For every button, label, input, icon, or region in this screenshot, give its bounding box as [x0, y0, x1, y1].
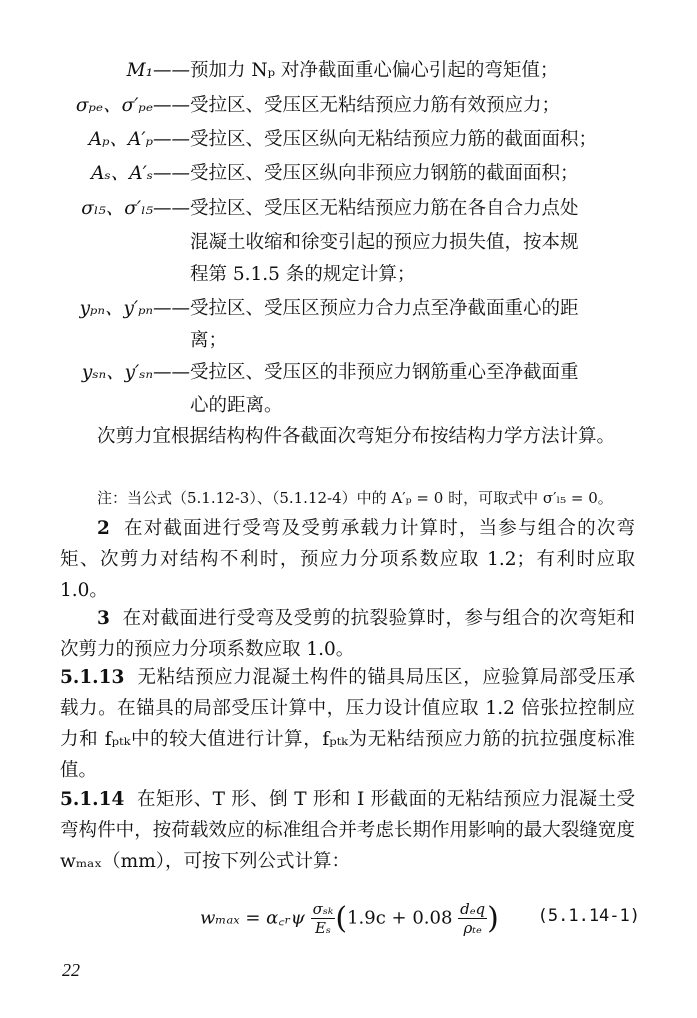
def-symbol: Aₚ、A′ₚ—— — [88, 129, 190, 150]
def-desc: 程第 5.1.5 条的规定计算； — [190, 264, 416, 285]
def-line — [60, 296, 579, 322]
def-desc: 离； — [190, 330, 228, 351]
def-symbol: yₚₙ、y′ₚₙ—— — [79, 298, 190, 319]
clause-5-1-13 — [60, 662, 635, 786]
item-number: 2 — [97, 518, 110, 539]
def-symbol: M₁—— — [126, 60, 190, 81]
item-2 — [60, 513, 635, 606]
def-line — [60, 230, 579, 256]
fraction-numerator: σₛₖ — [312, 900, 334, 918]
def-line — [60, 328, 227, 354]
clause-number: 5.1.14 — [60, 789, 125, 810]
clause-text: 无粘结预应力混凝土构件的锚具局压区，应验算局部受压承载力。在锚具的局部受压计算中，压力设计值应取 1.2 倍张拉控制应力和 fₚₜₖ中的较大值进行计算，fₚₜₖ为无粘结预应力筋的抗拉强度标准值。 — [60, 667, 635, 781]
def-desc: 受拉区、受压区纵向无粘结预应力筋的截面面积； — [190, 129, 598, 150]
def-desc: 受拉区、受压区预应力合力点至净截面重心的距 — [190, 298, 579, 319]
clause-5-1-14 — [60, 784, 635, 877]
item-number: 3 — [97, 608, 110, 629]
item-text: 在对截面进行受弯及受剪承载力计算时，当参与组合的次弯矩、次剪力对结构不利时，预应力分项系数应取 1.2；有利时应取 1.0。 — [60, 518, 635, 601]
def-symbol: σₚₑ、σ′ₚₑ—— — [75, 95, 190, 116]
def-desc: 受拉区、受压区纵向非预应力钢筋的截面面积； — [190, 163, 579, 184]
item-text: 在对截面进行受弯及受剪的抗裂验算时，参与组合的次弯矩和次剪力的预应力分项系数应取 1.0。 — [60, 608, 635, 660]
formula-inner: 1.9c + 0.08 — [347, 907, 453, 929]
clause-text: 在矩形、T 形、倒 T 形和 I 形截面的无粘结预应力混凝土受弯构件中，按荷载效应的标准组合并考虑长期作用影响的最大裂缝宽度 wₘₐₓ（mm），可按下列公式计算： — [60, 789, 635, 872]
fraction-numerator: dₑq — [460, 900, 486, 918]
formula-fraction-diameter — [458, 900, 487, 937]
page-number: 22 — [62, 960, 80, 980]
def-desc: 预加力 Nₚ 对净截面重心偏心引起的弯矩值； — [190, 60, 559, 81]
fraction-denominator: Eₛ — [314, 919, 331, 937]
formula-lhs: wₘₐₓ = α꜀ᵣψ — [200, 907, 305, 929]
formula-body — [200, 900, 499, 937]
def-desc: 受拉区、受压区的非预应力钢筋重心至净截面重 — [190, 362, 579, 383]
formula-number: (5.1.14-1) — [537, 906, 640, 926]
def-line — [60, 360, 579, 386]
formula-fraction-stress — [311, 900, 336, 937]
item-3 — [60, 603, 635, 665]
def-desc: 受拉区、受压区无粘结预应力筋有效预应力； — [190, 95, 561, 116]
def-line — [60, 262, 415, 288]
def-symbol: σₗ₅、σ′ₗ₅—— — [81, 198, 190, 219]
def-symbol: Aₛ、A′ₛ—— — [91, 163, 190, 184]
right-paren: ) — [487, 901, 499, 936]
def-line — [60, 161, 579, 187]
def-line — [60, 196, 579, 222]
paragraph-secondary-shear: 次剪力宜根据结构构件各截面次弯矩分布按结构力学方法计算。 — [97, 426, 616, 447]
def-symbol: yₛₙ、y′ₛₙ—— — [81, 362, 190, 383]
note: 注：当公式（5.1.12-3）、（5.1.12-4）中的 A′ₚ = 0 时，可取式中 σ′ₗ₅ = 0。 — [97, 489, 613, 507]
def-line — [60, 58, 558, 84]
def-desc: 心的距离。 — [190, 395, 283, 416]
crack-width-formula — [200, 892, 640, 948]
def-line — [60, 93, 560, 119]
left-paren: ( — [335, 901, 348, 936]
fraction-denominator: ρₜₑ — [463, 919, 482, 937]
clause-number: 5.1.13 — [60, 667, 125, 688]
def-desc: 混凝土收缩和徐变引起的预应力损失值，按本规 — [190, 232, 579, 253]
def-line — [60, 393, 283, 419]
def-desc: 受拉区、受压区无粘结预应力筋在各自合力点处 — [190, 198, 579, 219]
def-line — [60, 127, 597, 153]
